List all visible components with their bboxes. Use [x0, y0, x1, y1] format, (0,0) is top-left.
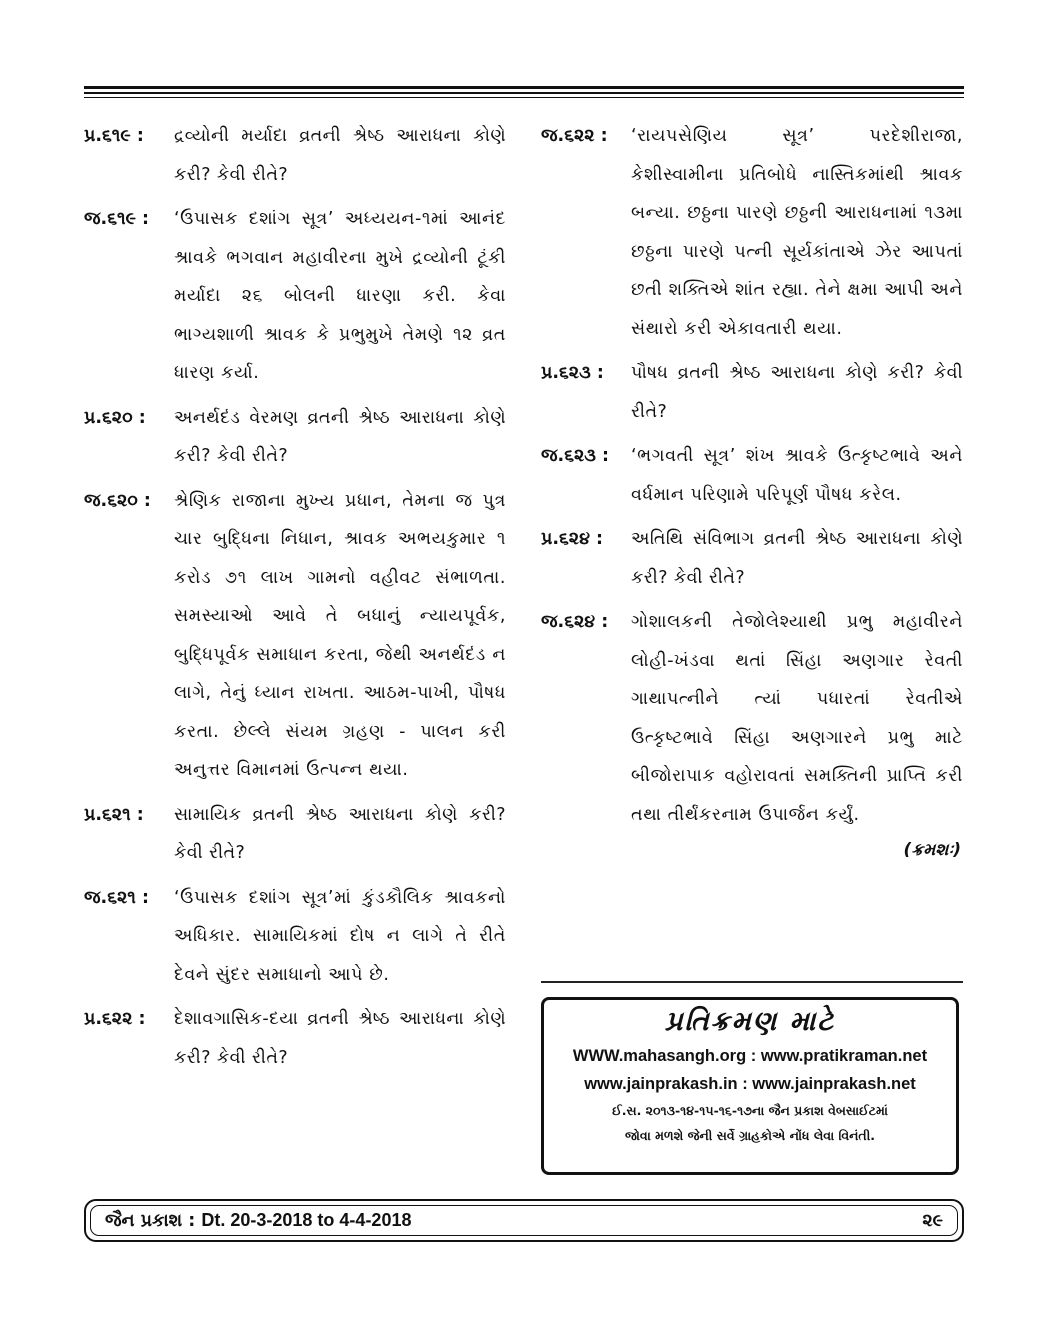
- footer-left: [105, 1210, 411, 1231]
- page-footer: [84, 1199, 964, 1242]
- qa-text: પૌષધ વ્રતની શ્રેષ્ઠ આરાધના કોણે કરી? કેવી રીતે?: [631, 363, 963, 422]
- qa-number: પ્ર.૬૧૯ :: [84, 126, 144, 146]
- qa-text: ‘ઉપાસક દશાંગ સૂત્ર’ અધ્યયન-૧માં આનંદ શ્રાવકે ભગવાન મહાવીરના મુખે દ્રવ્યોની ટૂંકી મર્યાદા ૨૬ બોલની ધારણા કરી. કેવા ભાગ્યશાળી શ્રાવક કે પ્રભુમુખે તેમણે ૧૨ વ્રત ધારણ કર્યા.: [174, 209, 506, 383]
- qa-item: [84, 879, 506, 995]
- qa-item: [84, 482, 506, 790]
- top-rule-thick: [84, 86, 964, 89]
- qa-text: સામાયિક વ્રતની શ્રેષ્ઠ આરાધના કોણે કરી? કેવી રીતે?: [174, 804, 506, 863]
- top-rule-thin: [84, 97, 964, 98]
- qa-number: જ.૬૨૨ :: [541, 126, 608, 146]
- column-separator-rule: [541, 981, 963, 983]
- qa-number: પ્ર.૬૨૩ :: [541, 363, 604, 383]
- left-column: [84, 117, 506, 1083]
- qa-number: જ.૬૧૯ :: [84, 209, 150, 229]
- qa-item: [541, 117, 963, 348]
- qa-number: જ.૬૨૪ :: [541, 612, 609, 632]
- qa-text: અતિથિ સંવિભાગ વ્રતની શ્રેષ્ઠ આરાધના કોણે કરી? કેવી રીતે?: [631, 529, 963, 588]
- qa-text: ‘ભગવતી સૂત્ર’ શંખ શ્રાવકે ઉત્કૃષ્ટભાવે અને વર્ધમાન પરિણામે પરિપૂર્ણ પૌષધ કરેલ.: [631, 446, 963, 505]
- page-number: ૨૯: [922, 1210, 943, 1231]
- qa-number: જ.૬૨૦ :: [84, 490, 151, 511]
- qa-item: [541, 437, 963, 514]
- qa-text: દેશાવગાસિક-દયા વ્રતની શ્રેષ્ઠ આરાધના કોણે કરી? કેવી રીતે?: [174, 1009, 506, 1068]
- right-column: [541, 117, 963, 860]
- issue-date: Dt. 20-3-2018 to 4-4-2018: [201, 1210, 412, 1230]
- qa-item: [84, 1000, 506, 1077]
- top-rule-middle: [84, 92, 964, 94]
- promo-title: પ્રતિક્રમણ માટે: [665, 1006, 835, 1037]
- qa-item: [84, 796, 506, 873]
- qa-text: ‘રાયપસેણિય સૂત્ર’ પરદેશીરાજા, કેશીસ્વામીના પ્રતિબોધે નાસ્તિકમાંથી શ્રાવક બન્યા. છઠ્ઠના પારણે છઠ્ઠની આરાધનામાં ૧૩મા છઠ્ઠના પારણે પત્ની સૂર્યકાંતાએ ઝેર આપતાં છતી શક્તિએ શાંત રહ્યા. તેને ક્ષમા આપી અને સંથારો કરી એકાવતારી થયા.: [631, 126, 963, 339]
- qa-number: જ.૬૨૩ :: [541, 446, 610, 466]
- promo-websites-line1[interactable]: WWW.mahasangh.org : www.pratikraman.net: [572, 1047, 928, 1065]
- qa-item: [541, 354, 963, 431]
- qa-item: [541, 520, 963, 597]
- qa-item: [541, 603, 963, 834]
- promo-websites-line2[interactable]: www.jainprakash.in : www.jainprakash.net: [584, 1075, 916, 1093]
- qa-item: [84, 200, 506, 393]
- qa-number: પ્ર.૬૨૪ :: [541, 529, 604, 549]
- qa-text: ગોશાલકની તેજોલેશ્યાથી પ્રભુ મહાવીરને લોહી-ખંડવા થતાં સિંહા અણગાર રેવતી ગાથાપત્નીને ત્યાં પધારતાં રેવતીએ ઉત્કૃષ્ટભાવે સિંહા અણગારને પ્રભુ માટે બીજોરાપાક વહોરાવતાં સમક્તિની પ્રાપ્તિ કરી તથા તીર્થંકરનામ ઉપાર્જન કર્યું.: [631, 612, 963, 825]
- continued-label: (ક્રમશઃ): [903, 840, 961, 860]
- qa-text: અનર્થદંડ વેરમણ વ્રતની શ્રેષ્ઠ આરાધના કોણે કરી? કેવી રીતે?: [174, 407, 506, 466]
- promo-note-line1: ઈ.સ. ૨૦૧૩-૧૪-૧૫-૧૬-૧૭ના જૈન પ્રકાશ વેબસાઈટમાં: [612, 1103, 888, 1118]
- qa-number: પ્ર.૬૨૧ :: [84, 804, 144, 825]
- publication-name: જૈન પ્રકાશ :: [105, 1211, 196, 1231]
- qa-number: પ્ર.૬૨૦ :: [84, 407, 146, 428]
- qa-text: ‘ઉપાસક દશાંગ સૂત્ર’માં કુંડકૌલિક શ્રાવકનો અધિકાર. સામાયિકમાં દોષ ન લાગે તે રીતે દેવને સુંદર સમાધાનો આપે છે.: [174, 887, 506, 985]
- qa-item: [84, 117, 506, 194]
- qa-item: [84, 399, 506, 476]
- pratikraman-box: [541, 997, 959, 1175]
- footer-inner-frame: [90, 1205, 958, 1236]
- promo-note-line2: જોવા મળશે જેની સર્વે ગ્રાહકોએ નોંધ લેવા વિનંતી.: [624, 1128, 876, 1143]
- qa-number: પ્ર.૬૨૨ :: [84, 1009, 146, 1029]
- qa-text: શ્રેણિક રાજાના મુખ્ય પ્રધાન, તેમના જ પુત્ર ચાર બુદ્ધિના નિધાન, શ્રાવક અભયકુમાર ૧ કરોડ ૭૧ લાખ ગામનો વહીવટ સંભાળતા. સમસ્યાઓ આવે તે બધાનું ન્યાયપૂર્વક, બુદ્ધિપૂર્વક સમાધાન કરતા, જેથી અનર્થદંડ ન લાગે, તેનું ધ્યાન રાખતા. આઠમ-પાખી, પૌષધ કરતા. છેલ્લે સંયમ ગ્રહણ - પાલન કરી અનુત્તર વિમાનમાં ઉત્પન્ન થયા.: [174, 490, 506, 780]
- qa-text: દ્રવ્યોની મર્યાદા વ્રતની શ્રેષ્ઠ આરાધના કોણે કરી? કેવી રીતે?: [174, 126, 506, 185]
- qa-number: જ.૬૨૧ :: [84, 887, 149, 908]
